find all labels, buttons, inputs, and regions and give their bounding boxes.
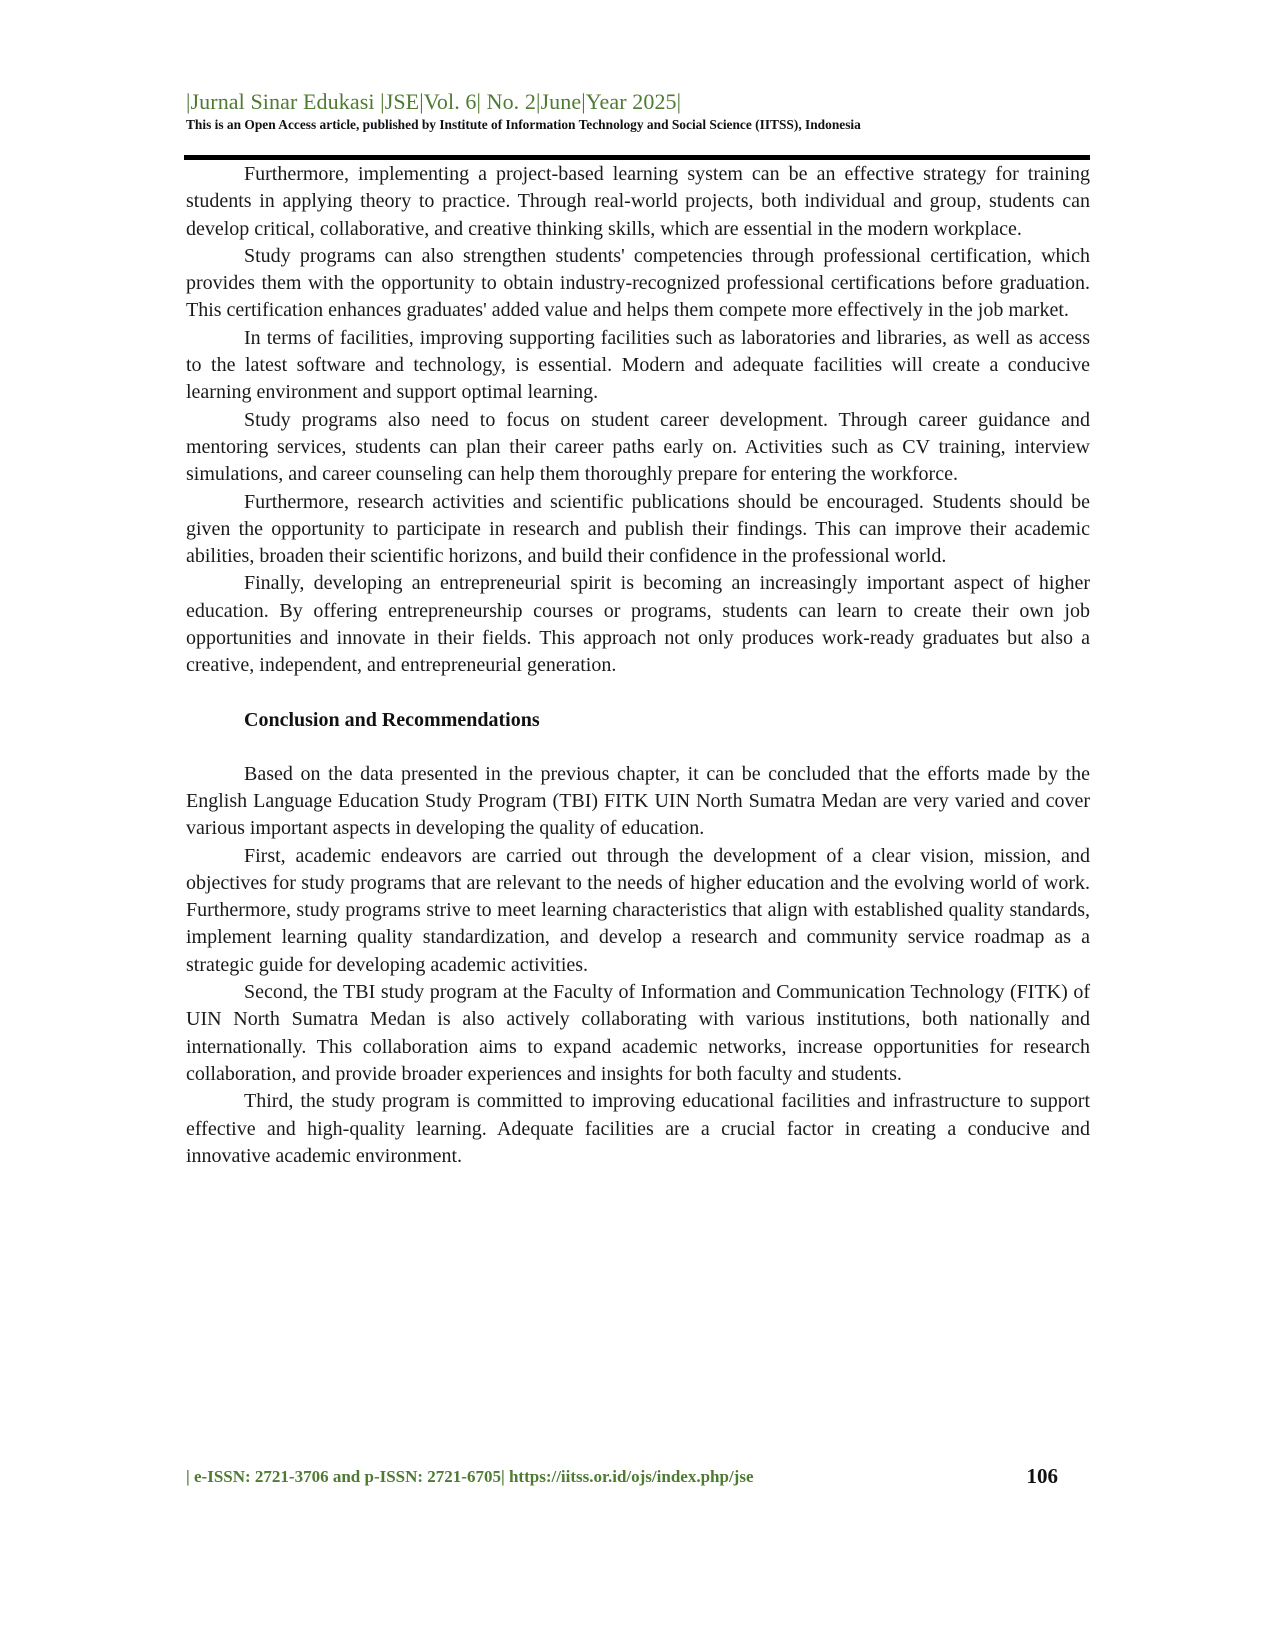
header-rule xyxy=(184,155,1090,160)
running-header xyxy=(186,88,1090,134)
page xyxy=(186,88,1090,1170)
paragraph: In terms of facilities, improving supporting facilities such as laboratories and libraries, as well as access to the latest software and technology, is essential. Modern and adequate facilities will create a conducive learning environment and support optimal learning. xyxy=(186,326,1090,404)
paragraph: Furthermore, research activities and scientific publications should be encouraged. Students should be given the opportunity to participate in research and publish their findings. This can improve their academic abilities, broaden their scientific horizons, and build their confidence in the professional world. xyxy=(186,490,1090,568)
paragraph: Furthermore, implementing a project-based learning system can be an effective strategy for training students in applying theory to practice. Through real-world projects, both individual and group, students can develop critical, collaborative, and creative thinking skills, which are essential in the modern workplace. xyxy=(186,163,1090,240)
page-number: 106 xyxy=(1026,1464,1058,1488)
journal-title: |Jurnal Sinar Edukasi |JSE|Vol. 6| No. 2|June|Year 2025| xyxy=(186,89,682,114)
section-heading: Conclusion and Recommendations xyxy=(244,708,540,731)
paragraph: Based on the data presented in the previous chapter, it can be concluded that the efforts made by the English Language Education Study Program (TBI) FITK UIN North Sumatra Medan are very varied and cover various important aspects in developing the quality of education. xyxy=(186,762,1090,840)
paragraph: Second, the TBI study program at the Faculty of Information and Communication Technology (FITK) of UIN North Sumatra Medan is also actively collaborating with various institutions, both nationally and internationally. This collaboration aims to expand academic networks, increase opportunities for research collaboration, and provide broader experiences and insights for both faculty and students. xyxy=(186,981,1090,1085)
publisher-note: This is an Open Access article, published by Institute of Information Technology and Social Science (IITSS), Indonesia xyxy=(186,117,861,132)
paragraph: Study programs also need to focus on student career development. Through career guidance and mentoring services, students can plan their career paths early on. Activities such as CV training, interview simulations, and career counseling can help them thoroughly prepare for entering the workforce. xyxy=(186,408,1090,486)
paragraph: Study programs can also strengthen students' competencies through professional certification, which provides them with the opportunity to obtain industry-recognized professional certifications before graduation. This certification enhances graduates' added value and helps them compete more effectively in the job market. xyxy=(186,244,1090,322)
paragraph: Finally, developing an entrepreneurial spirit is becoming an increasingly important aspect of higher education. By offering entrepreneurship courses or programs, students can learn to create their own job opportunities and innovate in their fields. This approach not only produces work-ready graduates but also a creative, independent, and entrepreneurial generation. xyxy=(186,572,1090,677)
paragraph: First, academic endeavors are carried out through the development of a clear vision, mission, and objectives for study programs that are relevant to the needs of higher education and the evolving world of work. Furthermore, study programs strive to meet learning characteristics that align with established quality standards, implement learning quality standardization, and develop a research and community service roadmap as a strategic guide for developing academic activities. xyxy=(186,844,1090,976)
page-footer xyxy=(186,1464,1090,1488)
paragraph: Third, the study program is committed to improving educational facilities and infrastructure to support effective and high-quality learning. Adequate facilities are a crucial factor in creating a conducive and innovative academic environment. xyxy=(186,1090,1090,1167)
issn-and-url: | e-ISSN: 2721-3706 and p-ISSN: 2721-6705| https://iitss.or.id/ojs/index.php/jse xyxy=(186,1467,754,1486)
body-text xyxy=(186,161,1090,1170)
